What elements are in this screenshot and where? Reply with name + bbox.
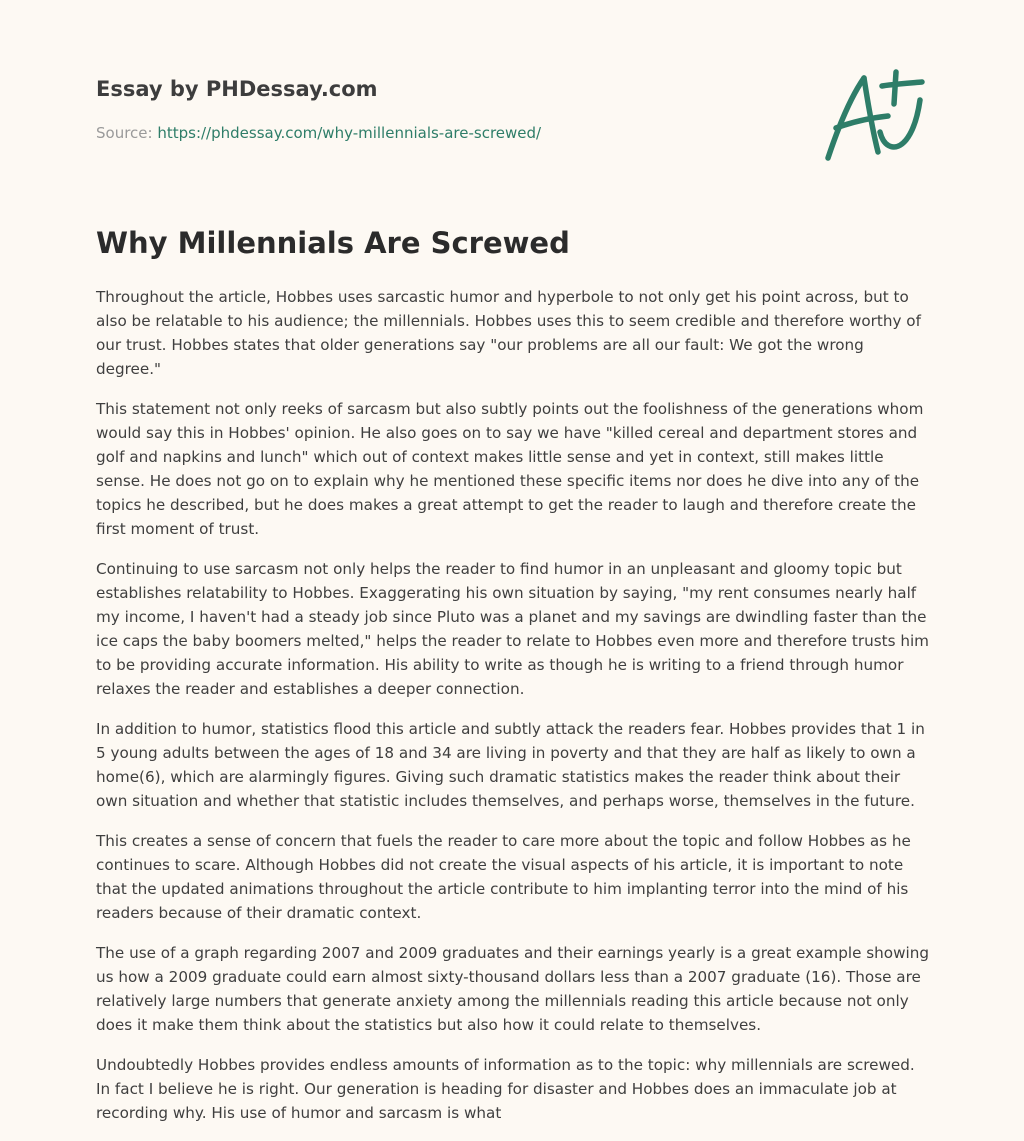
a-plus-logo-icon [820, 66, 930, 166]
essay-paragraph: Undoubtedly Hobbes provides endless amounts of information as to the topic: why millennials are screwed. In fact I believe he is right. Our generation is heading for disaster and Hobbes does an immaculate job at recording why. His use of humor and sarcasm is what [96, 1056, 915, 1122]
essay-title: Why Millennials Are Screwed [96, 226, 570, 260]
essay-paragraph: Continuing to use sarcasm not only helps the reader to find humor in an unpleasant and gloomy topic but establishes relatability to Hobbes. Exaggerating his own situation by saying, "my rent consumes nearly half my income, I haven't had a steady job since Pluto was a planet and my savings are dwindling faster than the ice caps the baby boomers melted," helps the reader to relate to Hobbes even more and therefore trusts him to be providing accurate information. His ability to write as though he is writing to a friend through humor relaxes the reader and establishes a deeper connection. [96, 560, 929, 698]
brand-title: Essay by PHDessay.com [96, 77, 378, 101]
essay-paragraph: In addition to humor, statistics flood this article and subtly attack the readers fear. Hobbes provides that 1 in 5 young adults between the ages of 18 and 34 are living in poverty and that they are half as likely to own a home(6), which are alarmingly figures. Giving such dramatic statistics makes the reader think about their own situation and whether that statistic includes themselves, and perhaps worse, themselves in the future. [96, 720, 925, 810]
essay-paragraph: Throughout the article, Hobbes uses sarcastic humor and hyperbole to not only get his point across, but to also be relatable to his audience; the millennials. Hobbes uses this to seem credible and therefore worthy of our trust. Hobbes states that older generations say "our problems are all our fault: We got the wrong degree." [96, 288, 921, 378]
essay-body [96, 285, 932, 1141]
essay-paragraph: The use of a graph regarding 2007 and 2009 graduates and their earnings yearly is a great example showing us how a 2009 graduate could earn almost sixty-thousand dollars less than a 2007 graduate (16). Those are relatively large numbers that generate anxiety among the millennials reading this article because not only does it make them think about the statistics but also how it could relate to themselves. [96, 944, 929, 1034]
essay-paragraph: This creates a sense of concern that fuels the reader to care more about the topic and follow Hobbes as he continues to scare. Although Hobbes did not create the visual aspects of his article, it is important to note that the updated animations throughout the article contribute to him implanting terror into the mind of his readers because of their dramatic context. [96, 832, 911, 922]
source-link[interactable]: https://phdessay.com/why-millennials-are-screwed/ [157, 124, 542, 142]
source-line [96, 124, 541, 142]
essay-paragraph: This statement not only reeks of sarcasm but also subtly points out the foolishness of the generations whom would say this in Hobbes' opinion. He also goes on to say we have "killed cereal and department stores and golf and napkins and lunch" which out of context makes little sense and yet in context, still makes little sense. He does not go on to explain why he mentioned these specific items nor does he dive into any of the topics he described, but he does makes a great attempt to get the reader to laugh and therefore create the first moment of trust. [96, 400, 924, 538]
source-label: Source: [96, 124, 158, 142]
